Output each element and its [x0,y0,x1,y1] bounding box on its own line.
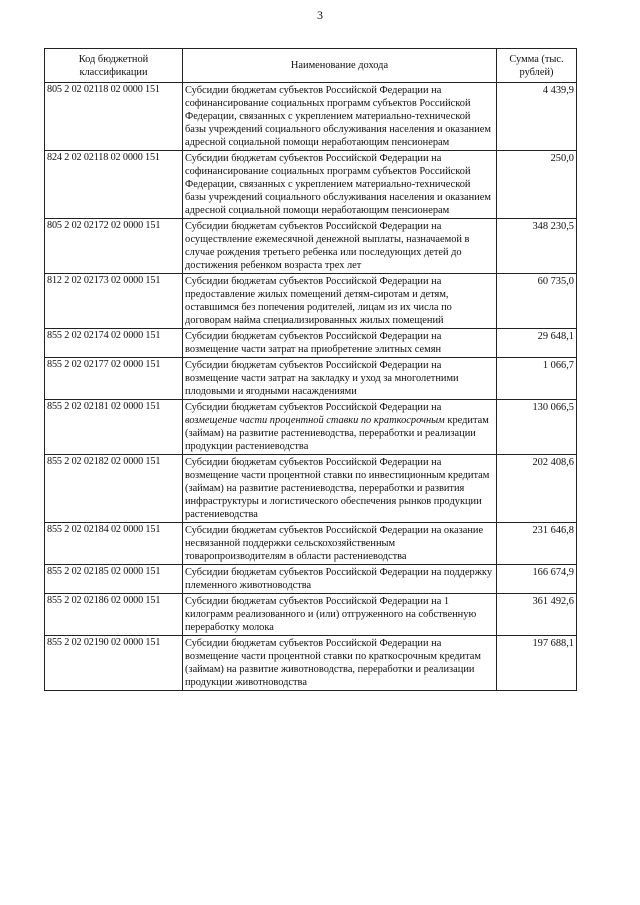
budget-code: 855 2 02 02174 02 0000 151 [45,329,183,358]
revenue-name: Субсидии бюджетам субъектов Российской Федерации на софинансирование социальных программ субъектов Российской Федерации, связанных с укреплением материально-технической базы учреждений социального обслуживания населения и оказанием адресной социальной помощи неработающим пенсионерам [183,83,497,151]
table-row [45,83,577,151]
revenue-table [44,48,577,691]
revenue-name: Субсидии бюджетам субъектов Российской Федерации на возмещение части затрат на приобретение элитных семян [183,329,497,358]
table-row [45,636,577,691]
header-name: Наименование дохода [183,49,497,83]
revenue-sum: 4 439,9 [497,83,577,151]
budget-code: 855 2 02 02184 02 0000 151 [45,523,183,565]
revenue-name: Субсидии бюджетам субъектов Российской Федерации на оказание несвязанной поддержки сельскохозяйственным товаропроизводителям в области растениеводства [183,523,497,565]
table-row [45,358,577,400]
revenue-sum: 250,0 [497,151,577,219]
revenue-name: Субсидии бюджетам субъектов Российской Федерации на 1 килограмм реализованного и (или) отгруженного на собственную переработку молока [183,594,497,636]
revenue-sum: 29 648,1 [497,329,577,358]
revenue-sum: 130 066,5 [497,400,577,455]
table-row [45,565,577,594]
budget-code: 855 2 02 02181 02 0000 151 [45,400,183,455]
budget-code: 805 2 02 02172 02 0000 151 [45,219,183,274]
revenue-name [183,400,497,455]
table-row [45,523,577,565]
budget-code: 855 2 02 02186 02 0000 151 [45,594,183,636]
revenue-sum: 361 492,6 [497,594,577,636]
header-sum: Сумма (тыс. рублей) [497,49,577,83]
revenue-name: Субсидии бюджетам субъектов Российской Федерации на возмещение части процентной ставки по инвестиционным кредитам (займам) на развитие растениеводства, переработки и развития инфраструктуры и логистического обеспечения рынков продукции растениеводства [183,455,497,523]
revenue-name-tail: кредитам (займам) на развитие растениеводства, переработки и реализации продукции растениеводства [185,415,489,452]
revenue-sum: 231 646,8 [497,523,577,565]
revenue-name: Субсидии бюджетам субъектов Российской Федерации на возмещение части затрат на закладку и уход за многолетними плодовыми и ягодными насаждениями [183,358,497,400]
revenue-name: Субсидии бюджетам субъектов Российской Федерации на возмещение части процентной ставки по краткосрочным кредитам (займам) на развитие животноводства, переработки и реализации продукции животноводства [183,636,497,691]
table-header-row [45,49,577,83]
revenue-sum: 60 735,0 [497,274,577,329]
budget-code: 805 2 02 02118 02 0000 151 [45,83,183,151]
table-row [45,594,577,636]
page-number: 3 [317,8,323,22]
table-row [45,329,577,358]
revenue-sum: 348 230,5 [497,219,577,274]
revenue-name-lead: Субсидии бюджетам субъектов Российской Федерации на [185,402,442,413]
revenue-name-italic: возмещение части процентной ставки по краткосрочным [185,415,445,426]
budget-code: 855 2 02 02190 02 0000 151 [45,636,183,691]
table-row [45,274,577,329]
budget-code: 812 2 02 02173 02 0000 151 [45,274,183,329]
revenue-name: Субсидии бюджетам субъектов Российской Федерации на осуществление ежемесячной денежной выплаты, назначаемой в случае рождения третьего ребенка или последующих детей до достижения ребенком возраста трех лет [183,219,497,274]
budget-code: 855 2 02 02182 02 0000 151 [45,455,183,523]
table-row [45,400,577,455]
budget-code: 855 2 02 02177 02 0000 151 [45,358,183,400]
revenue-name: Субсидии бюджетам субъектов Российской Федерации на предоставление жилых помещений детям-сиротам и детям, оставшимся без попечения родителей, лицам из их числа по договорам найма специализированных жилых помещений [183,274,497,329]
header-code: Код бюджетной классификации [45,49,183,83]
revenue-name: Субсидии бюджетам субъектов Российской Федерации на софинансирование социальных программ субъектов Российской Федерации, связанных с укреплением материально-технической базы учреждений социального обслуживания населения и оказанием адресной социальной помощи неработающим пенсионерам [183,151,497,219]
table-row [45,219,577,274]
revenue-sum: 197 688,1 [497,636,577,691]
table-row [45,151,577,219]
table-row [45,455,577,523]
revenue-sum: 166 674,9 [497,565,577,594]
revenue-sum: 202 408,6 [497,455,577,523]
revenue-sum: 1 066,7 [497,358,577,400]
budget-code: 824 2 02 02118 02 0000 151 [45,151,183,219]
revenue-name: Субсидии бюджетам субъектов Российской Федерации на поддержку племенного животноводства [183,565,497,594]
budget-code: 855 2 02 02185 02 0000 151 [45,565,183,594]
